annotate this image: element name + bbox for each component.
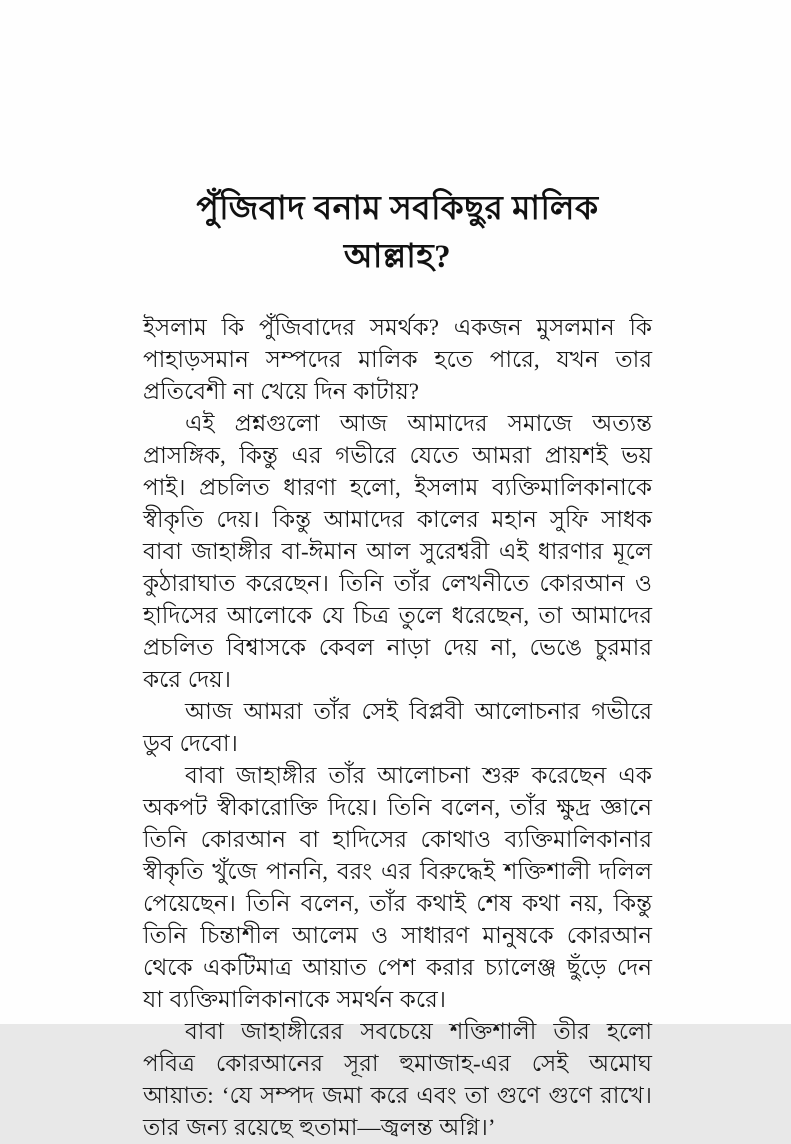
body-paragraph: এই প্রশ্নগুলো আজ আমাদের সমাজে অত্যন্ত প্রাসঙ্গিক, কিন্তু এর গভীরে যেতে আমরা প্রায়শই ভয় পাই। প্রচলিত ধারণা হলো, ইসলাম ব্যক্তিমালিকানাকে স্বীকৃতি দেয়। কিন্তু আমাদের কালের মহান সুফি সাধক বাবা জাহাঙ্গীর বা-ঈমান আল সুরেশ্বরী এই ধারণার মূলে কুঠারাঘাত করেছেন। তিনি তাঁর লেখনীতে কোরআন ও হাদিসের আলোকে যে চিত্র তুলে ধরেছেন, তা আমাদের প্রচলিত বিশ্বাসকে কেবল নাড়া দেয় না, ভেঙে চুরমার করে দেয়। bbox=[143, 410, 652, 692]
body-paragraph: আজ আমরা তাঁর সেই বিপ্লবী আলোচনার গভীরে ডুব দেবো। bbox=[143, 698, 652, 756]
body-paragraph: বাবা জাহাঙ্গীরের সবচেয়ে শক্তিশালী তীর হলো পবিত্র কোরআনের সূরা হুমাজাহ-এর সেই অমোঘ আয়াত: ‘যে সম্পদ জমা করে এবং তা গুণে গুণে রাখে। তার জন্য রয়েছে হুতামা—জ্বলন্ত অগ্নি।’ bbox=[143, 1018, 652, 1140]
body-paragraph: ইসলাম কি পুঁজিবাদের সমর্থক? একজন মুসলমান কি পাহাড়সমান সম্পদের মালিক হতে পারে, যখন তার প্রতিবেশী না খেয়ে দিন কাটায়? bbox=[143, 314, 652, 404]
page-content bbox=[143, 186, 652, 1144]
chapter-title: পুঁজিবাদ বনাম সবকিছুর মালিক আল্লাহ? bbox=[196, 191, 599, 275]
body-paragraph: বাবা জাহাঙ্গীর তাঁর আলোচনা শুরু করেছেন এক অকপট স্বীকারোক্তি দিয়ে। তিনি বলেন, তাঁর ক্ষুদ্র জ্ঞানে তিনি কোরআন বা হাদিসের কোথাও ব্যক্তিমালিকানার স্বীকৃতি খুঁজে পাননি, বরং এর বিরুদ্ধেই শক্তিশালী দলিল পেয়েছেন। তিনি বলেন, তাঁর কথাই শেষ কথা নয়, কিন্তু তিনি চিন্তাশীল আলেম ও সাধারণ মানুষকে কোরআন থেকে একটিমাত্র আয়াত পেশ করার চ্যালেঞ্জ ছুঁড়ে দেন যা ব্যক্তিমালিকানাকে সমর্থন করে। bbox=[143, 762, 652, 1012]
